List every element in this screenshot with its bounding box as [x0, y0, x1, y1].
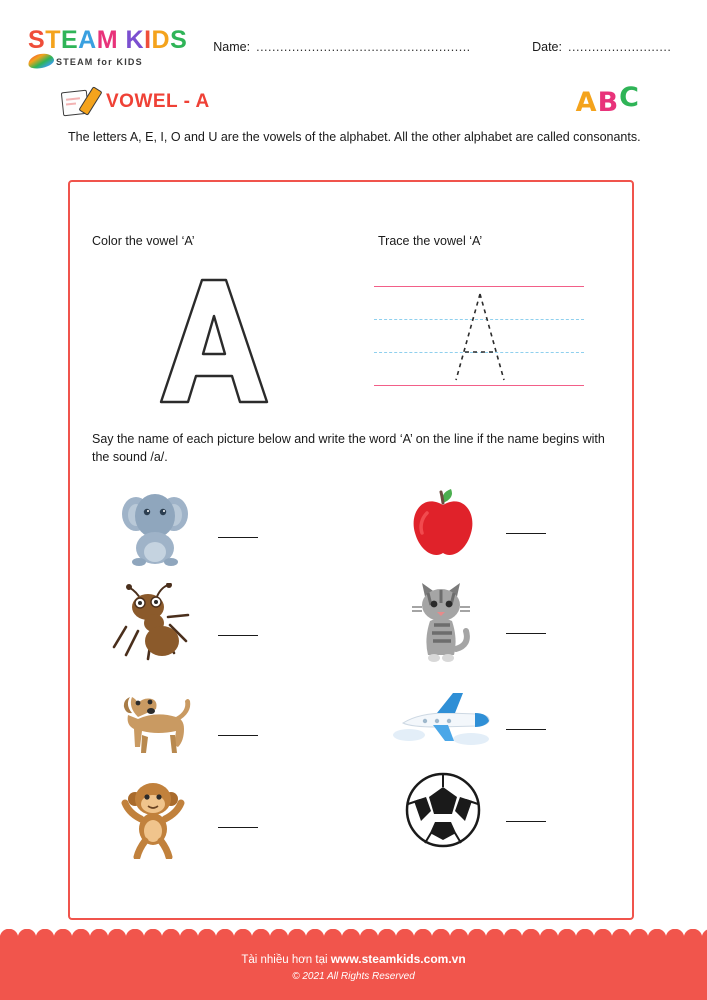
abc-blocks-icon [575, 81, 639, 118]
picture-grid [70, 482, 632, 902]
answer-line-apple[interactable] [506, 533, 546, 534]
elephant-icon [100, 482, 210, 570]
cat-icon [388, 578, 498, 666]
grid-item-ant [100, 580, 258, 668]
trace-activity-label: Trace the vowel ‘A’ [378, 234, 483, 248]
grid-item-dog [100, 680, 258, 768]
trace-line-bottom [374, 385, 584, 386]
answer-line-ant[interactable] [218, 635, 258, 636]
answer-line-monkey[interactable] [218, 827, 258, 828]
activity-instruction: Say the name of each picture below and write the word ‘A’ on the line if the name begins with the sound /a/. [92, 432, 605, 465]
apple-icon [388, 478, 498, 566]
intro-paragraph: The letters A, E, I, O and U are the vowels of the alphabet. All the other alphabet are called consonants. [68, 130, 641, 144]
letter-a-outline[interactable] [154, 274, 274, 409]
answer-line-cat[interactable] [506, 633, 546, 634]
logo-swoosh-icon [27, 51, 55, 70]
worksheet-body [68, 180, 634, 920]
logo-tagline: STEAM for KIDS [56, 57, 143, 67]
trace-line-top [374, 286, 584, 287]
abc-letter-c: C [619, 81, 639, 113]
logo-wordmark: STEAM KIDS [28, 26, 188, 54]
airplane-icon [388, 674, 498, 762]
date-input-line[interactable]: .......................... [568, 40, 672, 54]
trace-practice-area[interactable] [374, 286, 584, 391]
date-label: Date: [532, 40, 562, 54]
grid-item-cat [388, 578, 546, 666]
footer-scallop-decoration [0, 929, 707, 947]
color-activity-label: Color the vowel ‘A’ [92, 234, 195, 248]
grid-item-soccer-ball [388, 766, 546, 854]
answer-line-elephant[interactable] [218, 537, 258, 538]
footer-website-link[interactable]: www.steamkids.com.vn [330, 952, 466, 966]
monkey-icon [100, 772, 210, 860]
answer-line-dog[interactable] [218, 735, 258, 736]
abc-letter-b: B [597, 86, 619, 118]
worksheet-title-row [60, 82, 679, 122]
brand-logo [28, 28, 195, 67]
grid-item-apple [388, 478, 546, 566]
footer-prefix: Tài nhiều hơn tại [241, 954, 331, 966]
footer-copyright: © 2021 All Rights Reserved [292, 971, 415, 982]
name-input-line[interactable]: ...................................................... [256, 40, 471, 54]
answer-line-soccer-ball[interactable] [506, 821, 546, 822]
page-header [28, 28, 679, 74]
name-date-fields [195, 28, 679, 54]
grid-item-monkey [100, 772, 258, 860]
soccer-ball-icon [388, 766, 498, 854]
dog-icon [100, 680, 210, 768]
answer-line-airplane[interactable] [506, 729, 546, 730]
grid-item-elephant [100, 482, 258, 570]
grid-item-airplane [388, 674, 546, 762]
trace-letter-a-dashed[interactable] [450, 290, 510, 384]
page-title: VOWEL - A [106, 91, 210, 112]
name-label: Name: [213, 40, 251, 54]
ant-icon [100, 580, 210, 668]
pencil-and-paper-icon [60, 87, 96, 117]
abc-letter-a: A [575, 86, 597, 118]
page-footer [0, 938, 707, 1000]
